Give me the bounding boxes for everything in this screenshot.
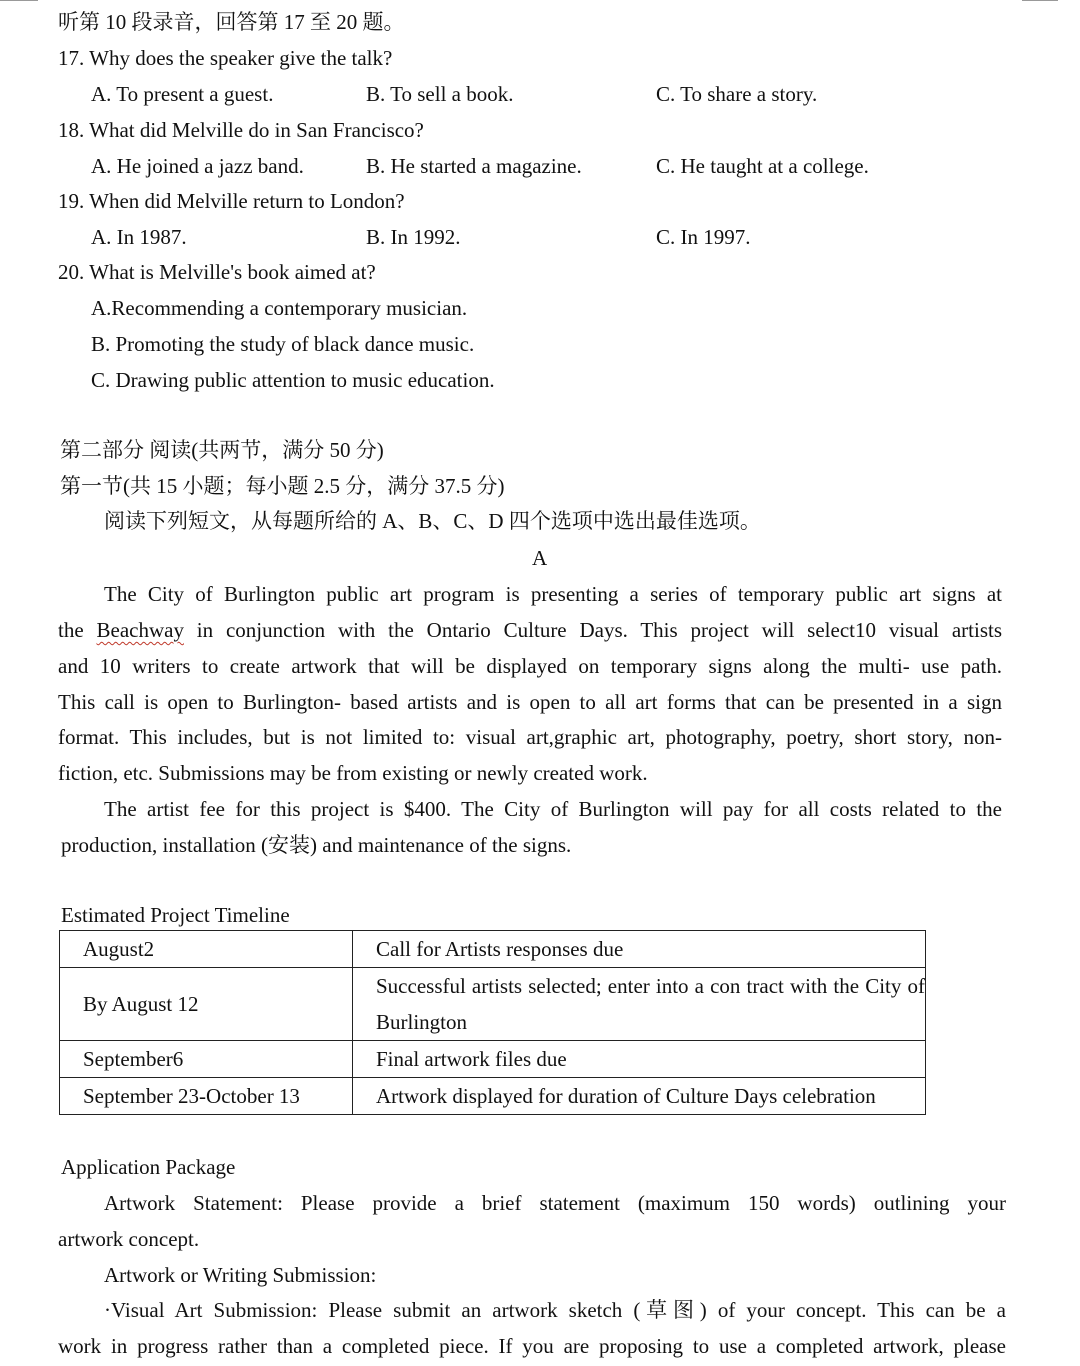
question-18: 18. What did Melville do in San Francisco?	[58, 118, 424, 142]
para2-line2: production, installation (安装) and maintenance of the signs.	[61, 833, 572, 857]
statement-line1: Artwork Statement: Please provide a brief statement (maximum 150 words) outlining your	[104, 1191, 1006, 1215]
timeline-date: September6	[60, 1041, 353, 1078]
reading-instruction: 阅读下列短文，从每题所给的 A、B、C、D 四个选项中选出最佳选项。	[104, 509, 761, 533]
q19-option-c: C. In 1997.	[656, 225, 751, 249]
q20-option-c: C. Drawing public attention to music education.	[91, 368, 495, 392]
application-title: Application Package	[61, 1155, 236, 1179]
beachway-term: Beachway	[96, 618, 184, 642]
para1-line6: fiction, etc. Submissions may be from existing or newly created work.	[58, 761, 648, 785]
visual-line2: work in progress rather than a completed piece. If you are proposing to use a completed artwork, please	[58, 1334, 1006, 1358]
listening-intro: 听第 10 段录音，回答第 17 至 20 题。	[58, 10, 405, 34]
timeline-date: By August 12	[60, 968, 353, 1041]
timeline-title: Estimated Project Timeline	[61, 903, 290, 927]
para1-line2: the Beachway in conjunction with the Ontario Culture Days. This project will select10 visual artists	[58, 618, 1002, 642]
question-19: 19. When did Melville return to London?	[58, 189, 405, 213]
q19-option-a: A. In 1987.	[91, 225, 187, 249]
visual-line1: ·Visual Art Submission: Please submit an artwork sketch (草图) of your concept. This can be a	[104, 1298, 1006, 1322]
top-rule-left	[0, 0, 38, 1]
timeline-table	[59, 930, 926, 1115]
timeline-event: Call for Artists responses due	[353, 931, 926, 968]
timeline-event: Successful artists selected; enter into a con tract with the City of Burlington	[353, 968, 926, 1041]
question-20: 20. What is Melville's book aimed at?	[58, 260, 376, 284]
q19-option-b: B. In 1992.	[366, 225, 461, 249]
para2-line1: The artist fee for this project is $400. The City of Burlington will pay for all costs related to the	[104, 797, 1002, 821]
para1-line3: and 10 writers to create artwork that will be displayed on temporary signs along the multi- use path.	[58, 654, 1002, 678]
top-rule-right	[1022, 0, 1058, 1]
q18-option-c: C. He taught at a college.	[656, 154, 869, 178]
para1-line5: format. This includes, but is not limited to: visual art,graphic art, photography, poetry, short story, non-	[58, 725, 1002, 749]
timeline-date: September 23-October 13	[60, 1078, 353, 1115]
part-two-title: 第二部分 阅读(共两节，满分 50 分)	[60, 438, 384, 462]
q17-option-c: C. To share a story.	[656, 82, 818, 106]
q17-option-a: A. To present a guest.	[91, 82, 274, 106]
timeline-date: August2	[60, 931, 353, 968]
q18-option-a: A. He joined a jazz band.	[91, 154, 304, 178]
section-one-title: 第一节(共 15 小题；每小题 2.5 分，满分 37.5 分)	[60, 474, 505, 498]
statement-line2: artwork concept.	[58, 1227, 200, 1251]
passage-label: A	[532, 546, 548, 570]
q18-option-b: B. He started a magazine.	[366, 154, 582, 178]
para1-line1: The City of Burlington public art program is presenting a series of temporary public art signs at	[104, 582, 1002, 606]
submission-title: Artwork or Writing Submission:	[104, 1263, 377, 1287]
table-row	[60, 1078, 926, 1115]
timeline-event: Artwork displayed for duration of Culture Days celebration	[353, 1078, 926, 1115]
q17-option-b: B. To sell a book.	[366, 82, 514, 106]
q20-option-a: A.Recommending a contemporary musician.	[91, 296, 468, 320]
q20-option-b: B. Promoting the study of black dance music.	[91, 332, 475, 356]
question-17: 17. Why does the speaker give the talk?	[58, 46, 393, 70]
timeline-event: Final artwork files due	[353, 1041, 926, 1078]
table-row	[60, 968, 926, 1041]
table-row	[60, 1041, 926, 1078]
table-row	[60, 931, 926, 968]
para1-line4: This call is open to Burlington- based artists and is open to all art forms that can be presented in a sign	[58, 690, 1002, 714]
